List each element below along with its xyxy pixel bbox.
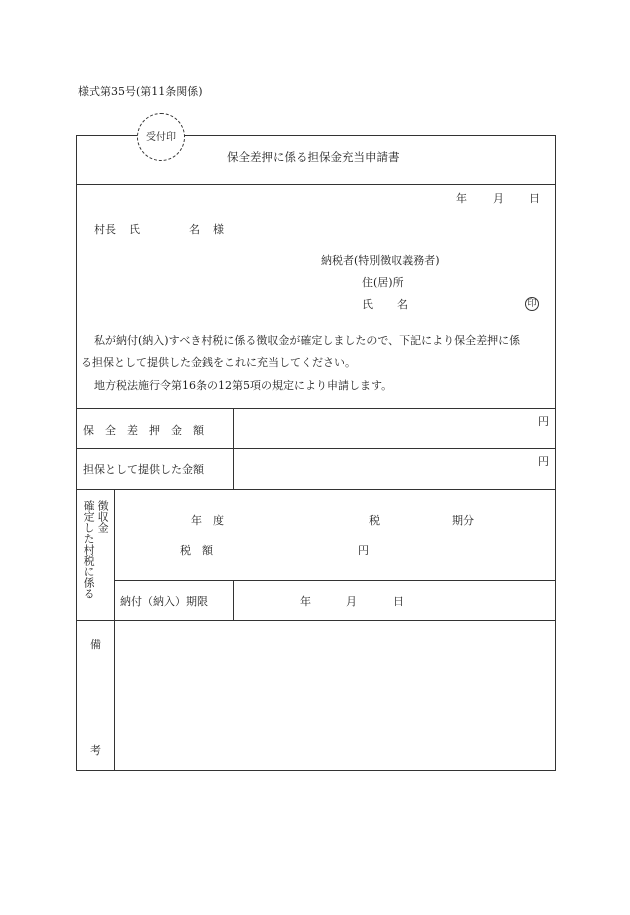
due-date-label: 納付（納入）期限 [120, 595, 208, 608]
confirmed-side-label-2: 確定した村税に係る [82, 500, 96, 599]
reception-stamp-label: 受付印 [146, 132, 176, 143]
seizure-amount-unit: 円 [538, 415, 549, 428]
tax-amount-unit: 円 [358, 544, 369, 557]
addressee-sama: 様 [213, 223, 224, 236]
rule-below-deposit [76, 489, 556, 490]
applicant-role: 納税者(特別徴収義務者) [321, 254, 440, 267]
divider-due-label [233, 580, 234, 620]
addressee-shi: 氏 [129, 223, 140, 236]
body-line-2: る担保として提供した金銭をこれに充当してください。 [81, 356, 356, 369]
addressee-mei: 名 [189, 223, 200, 236]
rule-below-body [76, 408, 556, 409]
deposit-amount-label: 担保として提供した金額 [83, 463, 204, 476]
divider-remarks-side [114, 620, 115, 771]
seizure-amount-label: 保 全 差 押 金 額 [83, 424, 204, 437]
applicant-name-label-mei: 名 [397, 298, 408, 311]
body-line-1: 私が納付(納入)すべき村税に係る徴収金が確定しましたので、下記により保全差押に係 [94, 334, 521, 347]
tax-label: 税 [369, 514, 380, 527]
due-date-month: 月 [346, 595, 357, 608]
tax-amount-label: 税 額 [180, 544, 213, 557]
reception-stamp [137, 113, 185, 161]
fiscal-year-label: 年 度 [191, 514, 224, 527]
deposit-amount-unit: 円 [538, 455, 549, 468]
addressee-prefix: 村長 [94, 223, 116, 236]
rule-below-confirmed [76, 620, 556, 621]
due-date-day: 日 [393, 595, 404, 608]
rule-below-title [76, 184, 556, 185]
divider-amount-rows [233, 408, 234, 489]
applicant-address-label: 住(居)所 [362, 276, 404, 289]
rule-inner-confirmed [114, 580, 556, 581]
remarks-label-top: 備 [90, 638, 101, 651]
due-date-year: 年 [300, 595, 311, 608]
seal-mark-icon: 印 [525, 297, 539, 311]
remarks-label-bottom: 考 [90, 744, 101, 757]
date-month: 月 [493, 192, 504, 205]
form-frame [76, 135, 556, 771]
form-title: 保全差押に係る担保金充当申請書 [227, 150, 400, 164]
applicant-name-label-shi: 氏 [362, 298, 373, 311]
confirmed-side-label-1: 徴収金 [96, 500, 110, 533]
divider-confirmed-side [114, 489, 115, 620]
body-line-3: 地方税法施行令第16条の12第5項の規定により申請します。 [94, 379, 393, 392]
date-year: 年 [456, 192, 467, 205]
date-day: 日 [529, 192, 540, 205]
period-label: 期分 [452, 514, 474, 527]
form-number: 様式第35号(第11条関係) [78, 85, 203, 98]
rule-below-seizure [76, 448, 556, 449]
